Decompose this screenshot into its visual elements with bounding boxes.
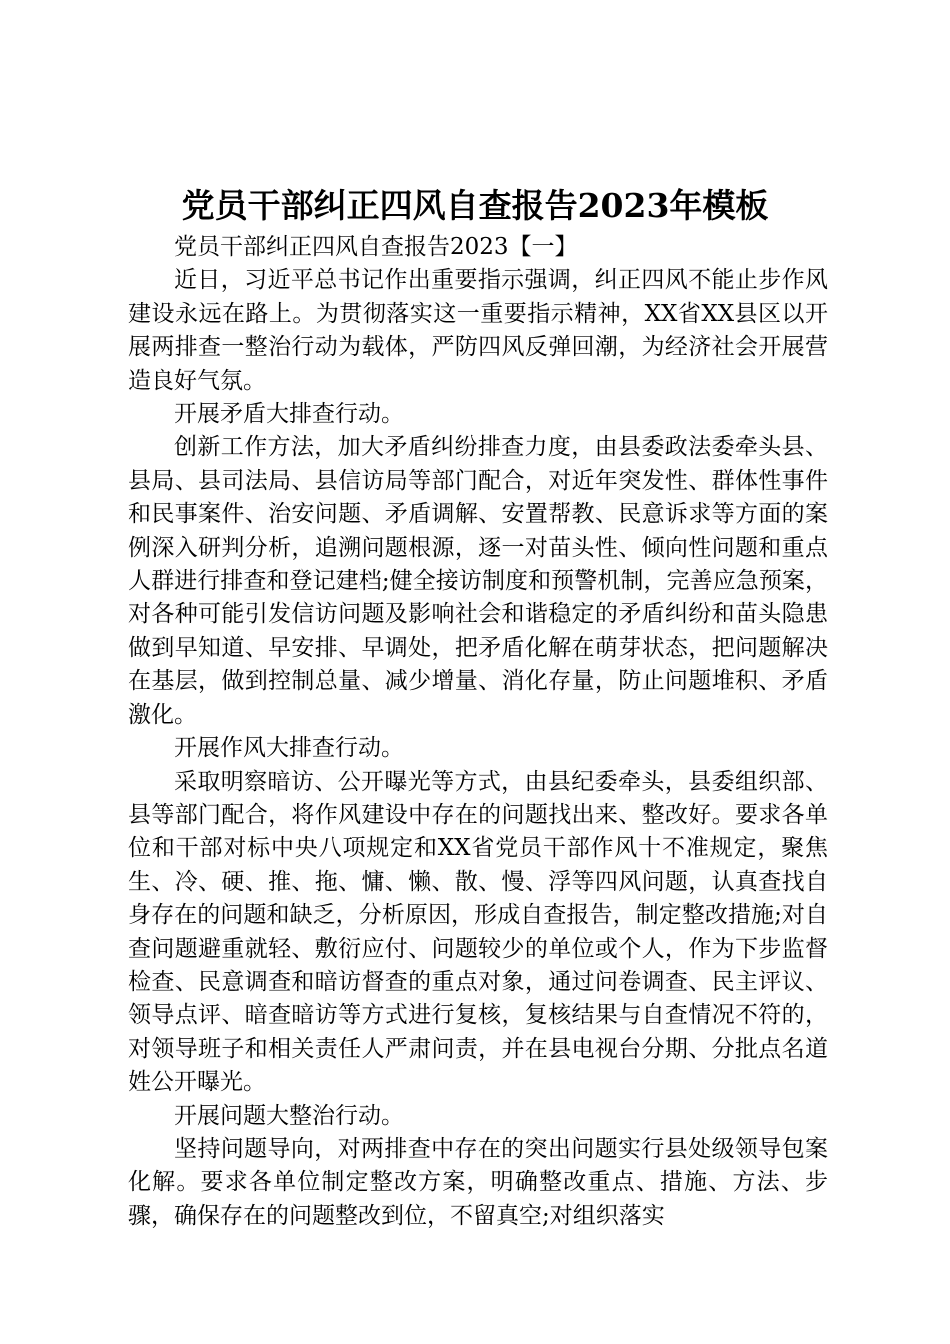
subsection-heading: 开展问题大整治行动。 xyxy=(174,1102,404,1129)
body-paragraph: 近日，习近平总书记作出重要指示强调，纠正四风不能止步作风建设永远在路上。为贯彻落实这一重要指示精神，XX省XX县区以开展两排查一整治行动为载体，严防四风反弹回潮，为经济社会开展营造良好气氛。 xyxy=(128,267,828,394)
subsection-heading: 开展作风大排查行动。 xyxy=(174,735,404,762)
subsection-heading: 开展矛盾大排查行动。 xyxy=(174,401,404,428)
document-title: 党员干部纠正四风自查报告2023年模板 xyxy=(181,186,769,225)
body-paragraph: 采取明察暗访、公开曝光等方式，由县纪委牵头，县委组织部、县等部门配合，将作风建设中存在的问题找出来、整改好。要求各单位和干部对标中央八项规定和XX省党员干部作风十不准规定，聚焦生、冷、硬、推、拖、慵、懒、散、慢、浮等四风问题，认真查找自身存在的问题和缺乏，分析原因，形成自查报告，制定整改措施;对自查问题避重就轻、敷衍应付、问题较少的单位或个人，作为下步监督检查、民意调查和暗访督查的重点对象，通过问卷调查、民主评议、领导点评、暗查暗访等方式进行复核，复核结果与自查情况不符的，对领导班子和相关责任人严肃问责，并在县电视台分期、分批点名道姓公开曝光。 xyxy=(128,768,828,1096)
body-paragraph: 坚持问题导向，对两排查中存在的突出问题实行县处级领导包案化解。要求各单位制定整改方案，明确整改重点、措施、方法、步骤，确保存在的问题整改到位，不留真空;对组织落实 xyxy=(128,1135,828,1229)
document-body xyxy=(128,231,828,1233)
section-heading: 党员干部纠正四风自查报告2023【一】 xyxy=(174,234,578,260)
body-paragraph: 创新工作方法，加大矛盾纠纷排查力度，由县委政法委牵头县、县局、县司法局、县信访局等部门配合，对近年突发性、群体性事件和民事案件、治安问题、矛盾调解、安置帮教、民意诉求等方面的案例深入研判分析，追溯问题根源，逐一对苗头性、倾向性问题和重点人群进行排查和登记建档;健全接访制度和预警机制，完善应急预案，对各种可能引发信访问题及影响社会和谐稳定的矛盾纠纷和苗头隐患做到早知道、早安排、早调处，把矛盾化解在萌芽状态，把问题解决在基层，做到控制总量、减少增量、消化存量，防止问题堆积、矛盾激化。 xyxy=(128,434,828,728)
